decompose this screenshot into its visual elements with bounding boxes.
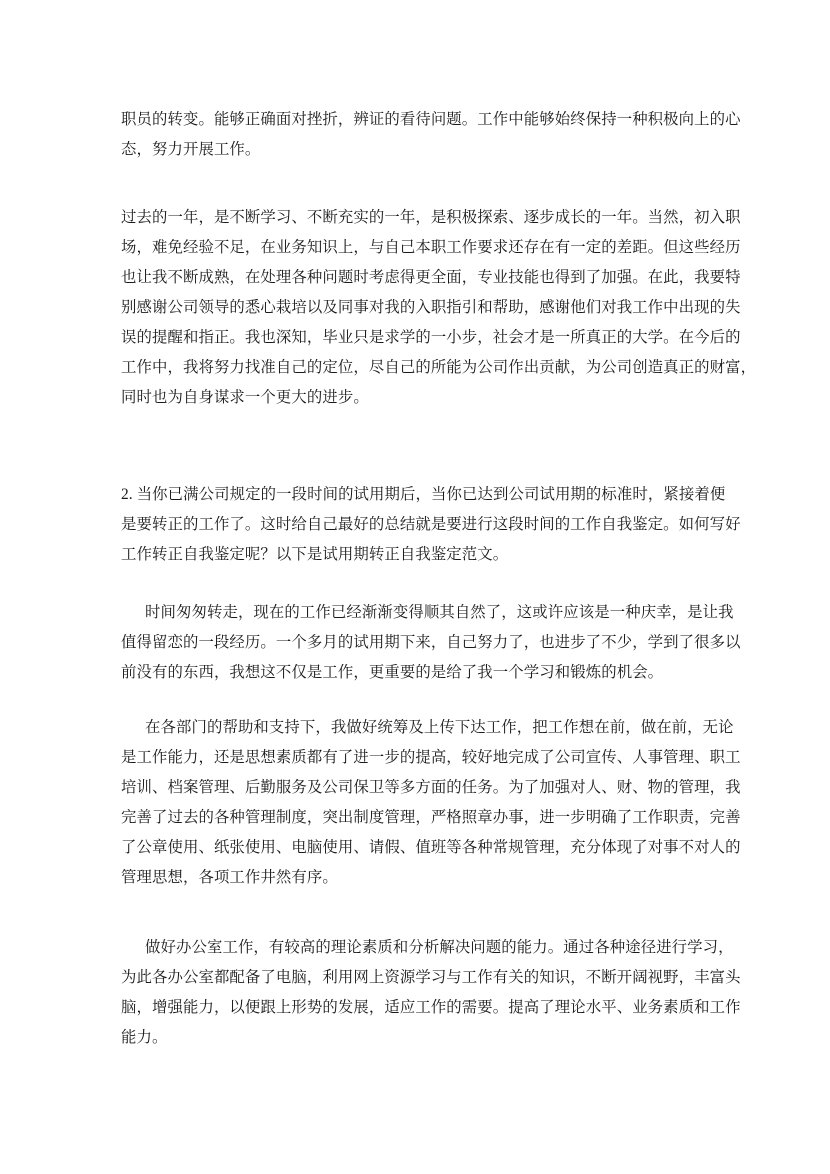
text-line: 工作转正自我鉴定呢？以下是试用期转正自我鉴定范文。	[121, 546, 509, 563]
text-line: 为此各办公室都配备了电脑，利用网上资源学习与工作有关的知识，不断开阔视野，丰富头	[121, 969, 741, 986]
text-line: 也让我不断成熟，在处理各种问题时考虑得更全面，专业技能也得到了加强。在此，我要特	[121, 269, 741, 286]
text-line: 时间匆匆转走，现在的工作已经渐渐变得顺其自然了，这或许应该是一种庆幸，是让我	[145, 604, 734, 621]
text-line: 能力。	[121, 1029, 168, 1046]
paragraph-2	[121, 203, 757, 413]
text-line: 培训、档案管理、后勤服务及公司保卫等多方面的任务。为了加强对人、财、物的管理，我	[121, 779, 741, 796]
text-line: 是要转正的工作了。这时给自己最好的总结就是要进行这段时间的工作自我鉴定。如何写好	[121, 516, 741, 533]
text-line: 同时也为自身谋求一个更大的进步。	[121, 389, 369, 406]
text-line: 别感谢公司领导的悉心栽培以及同事对我的入职指引和帮助，感谢他们对我工作中出现的失	[121, 299, 741, 316]
text-line: 是工作能力，还是思想素质都有了进一步的提高，较好地完成了公司宣传、人事管理、职工	[121, 749, 741, 766]
text-line: 职员的转变。能够正确面对挫折，辨证的看待问题。工作中能够始终保持一种积极向上的心	[121, 111, 741, 128]
text-line: 在各部门的帮助和支持下，我做好统筹及上传下达工作，把工作想在前，做在前，无论	[145, 719, 734, 736]
paragraph-5	[121, 713, 741, 893]
text-line: 误的提醒和指正。我也深知，毕业只是求学的一小步，社会才是一所真正的大学。在今后的	[121, 329, 741, 346]
paragraph-3	[121, 480, 741, 570]
text-line: 完善了过去的各种管理制度，突出制度管理，严格照章办事，进一步明确了工作职责，完善	[121, 809, 741, 826]
text-line: 值得留恋的一段经历。一个多月的试用期下来，自己努力了，也进步了不少，学到了很多以	[121, 634, 741, 651]
text-line: 场，难免经验不足，在业务知识上，与自己本职工作要求还存在有一定的差距。但这些经历	[121, 239, 741, 256]
text-line: 了公章使用、纸张使用、电脑使用、请假、值班等各种常规管理，充分体现了对事不对人的	[121, 839, 741, 856]
text-line: 前没有的东西，我想这不仅是工作，更重要的是给了我一个学习和锻炼的机会。	[121, 664, 664, 681]
text-line: 管理思想，各项工作井然有序。	[121, 869, 338, 886]
paragraph-4	[121, 598, 741, 688]
text-line: 2. 当你已满公司规定的一段时间的试用期后，当你已达到公司试用期的标准时，紧接着便	[121, 486, 726, 503]
paragraph-6	[121, 933, 741, 1053]
text-line: 态，努力开展工作。	[121, 141, 261, 158]
paragraph-1	[121, 105, 741, 165]
text-line: 过去的一年，是不断学习、不断充实的一年，是积极探索、逐步成长的一年。当然，初入职	[121, 209, 741, 226]
text-line: 工作中，我将努力找准自己的定位，尽自己的所能为公司作出贡献，为公司创造真正的财富，	[121, 359, 757, 376]
text-line: 脑，增强能力，以便跟上形势的发展，适应工作的需要。提高了理论水平、业务素质和工作	[121, 999, 741, 1016]
text-line: 做好办公室工作，有较高的理论素质和分析解决问题的能力。通过各种途径进行学习，	[145, 939, 734, 956]
